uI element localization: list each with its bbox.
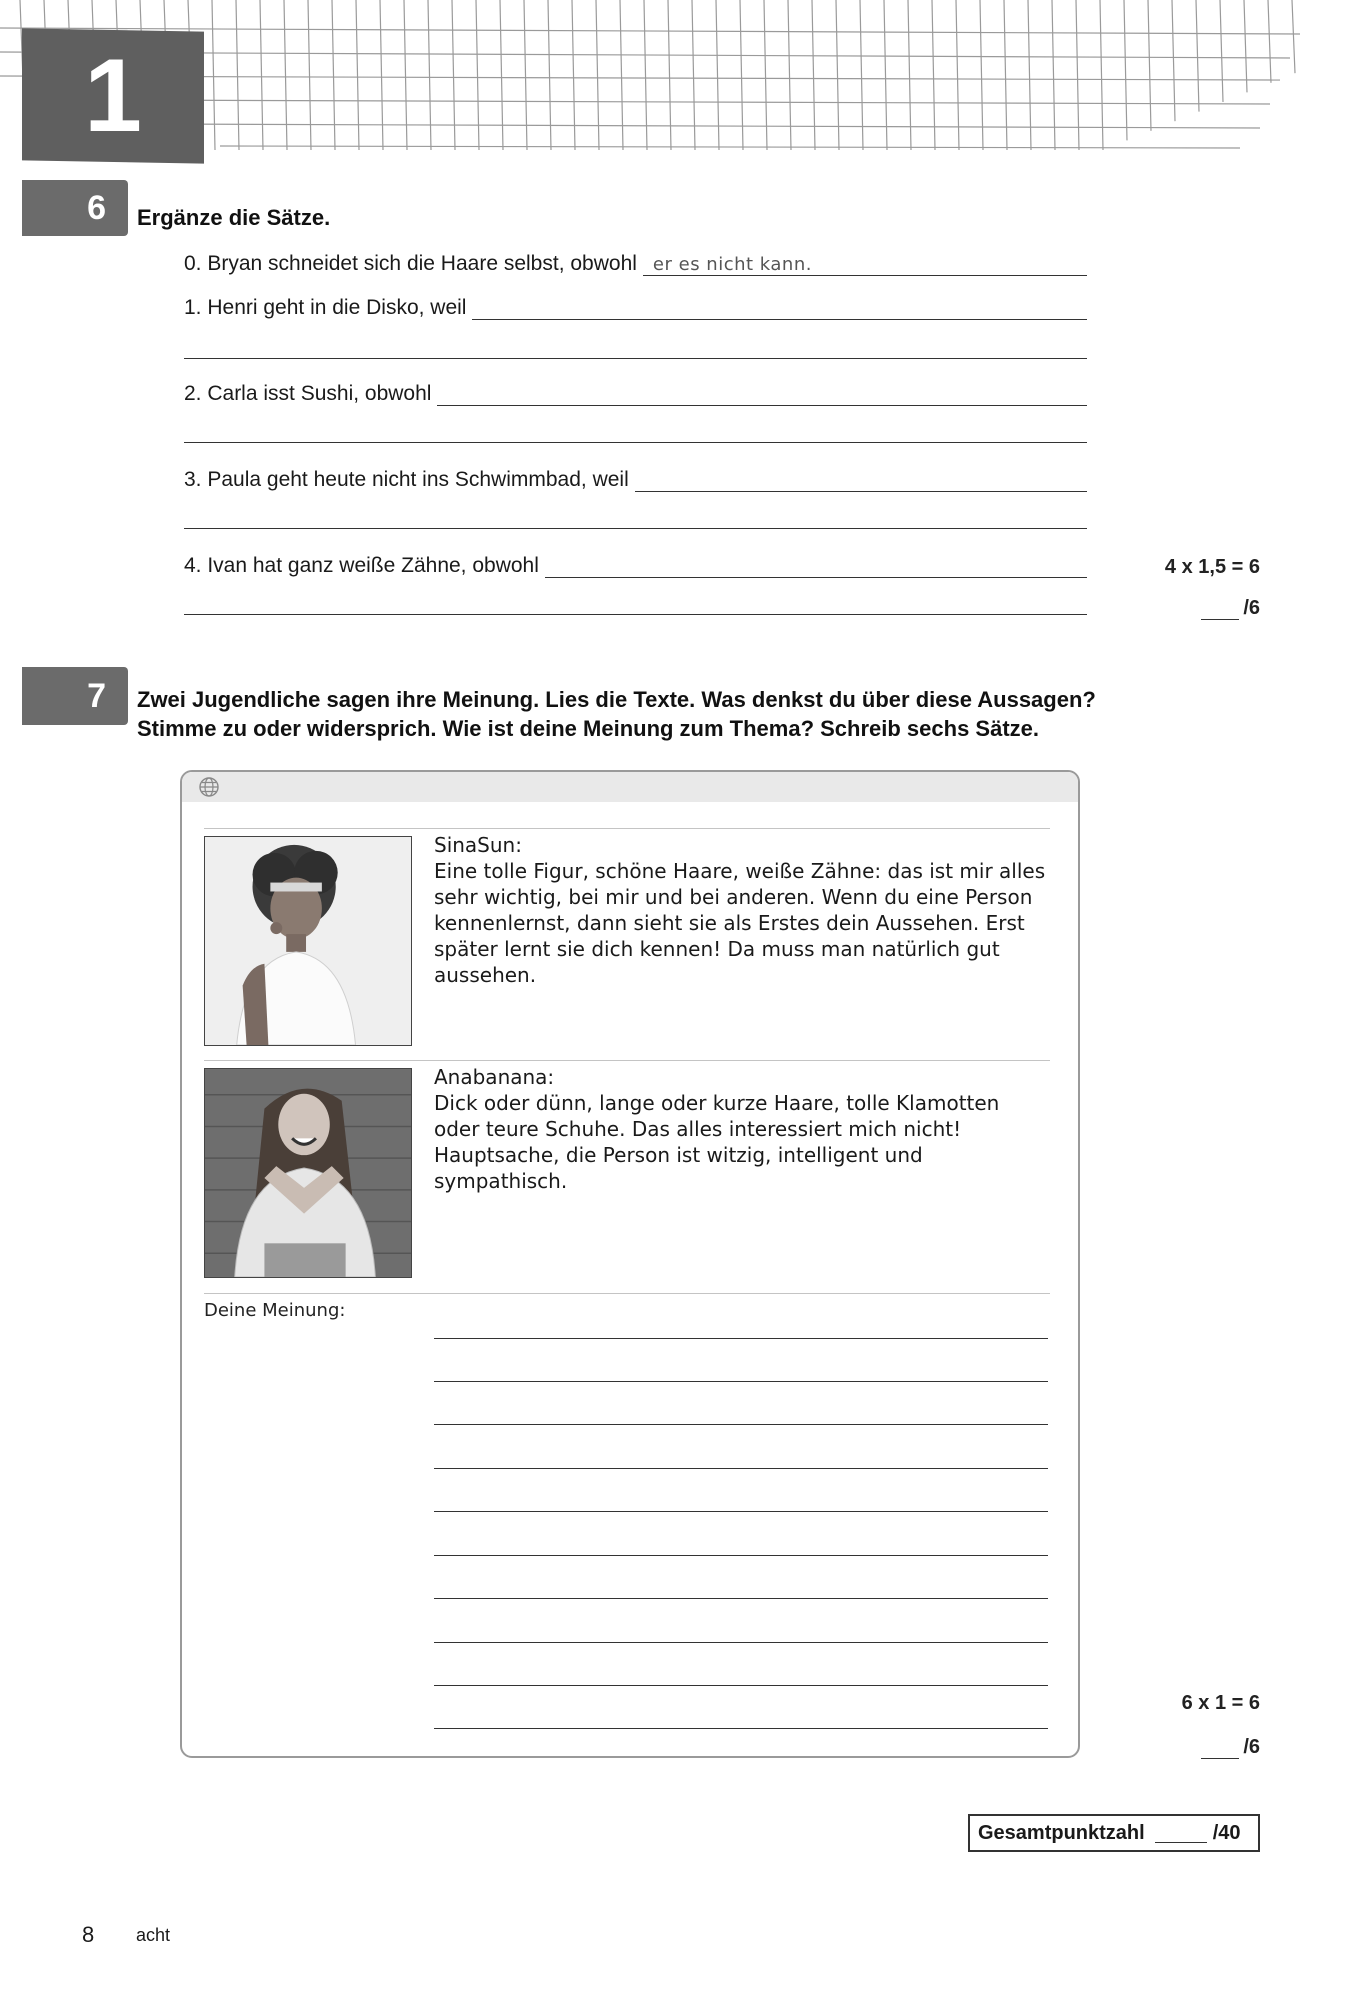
sentence-2-text: 2. Carla isst Sushi, obwohl (184, 382, 432, 405)
task-7-title-line-1: Zwei Jugendliche sagen ihre Meinung. Lies die Texte. Was denkst du über diese Aussagen? (137, 687, 1096, 712)
task-7-score-total: /6 (1243, 1736, 1260, 1758)
sentence-2-answer-line[interactable] (184, 442, 1087, 443)
total-score-label: Gesamtpunktzahl (978, 1821, 1145, 1844)
sinasun-username: SinaSun: (434, 833, 522, 857)
header-grid-decoration (0, 0, 1369, 150)
sentence-4-text: 4. Ivan hat ganz weiße Zähne, obwohl (184, 554, 539, 577)
sinasun-text: Eine tolle Figur, schöne Haare, weiße Zähne: das ist mir alles sehr wichtig, bei mir und bei anderen. Wenn du eine Person kennenlernst, dann sieht sie als Erstes dein Aussehen. Erst später lernt sie dich kennen! Da muss man natürlich gut aussehen. (434, 859, 1046, 987)
opinion-line-9[interactable] (434, 1685, 1048, 1686)
sentence-0-text: 0. Bryan schneidet sich die Haare selbst, obwohl (184, 252, 637, 275)
sentence-2-blank[interactable] (437, 381, 1087, 406)
sinasun-post (434, 832, 1048, 988)
chapter-number: 1 (84, 37, 142, 154)
globe-icon (198, 776, 220, 798)
task-7-score-formula: 6 x 1 = 6 (1181, 1692, 1260, 1714)
anabanana-photo (204, 1068, 412, 1278)
opinion-line-8[interactable] (434, 1642, 1048, 1643)
opinion-line-10[interactable] (434, 1728, 1048, 1729)
opinion-line-5[interactable] (434, 1511, 1048, 1512)
task-6-badge: 6 (22, 180, 128, 236)
forum-panel-header (182, 772, 1078, 802)
sentence-2 (184, 376, 1087, 406)
sentence-1 (184, 290, 1087, 320)
opinion-line-7[interactable] (434, 1598, 1048, 1599)
anabanana-post (434, 1064, 1048, 1194)
task-7-badge: 7 (22, 667, 128, 725)
page-number: 8 (82, 1922, 95, 1947)
task-7-score (1120, 1736, 1260, 1759)
sentence-3-answer-line[interactable] (184, 528, 1087, 529)
sinasun-photo (204, 836, 412, 1046)
sentence-0 (184, 246, 1087, 276)
sentence-1-blank[interactable] (472, 295, 1087, 320)
task-6-score-total: /6 (1243, 597, 1260, 619)
task-7-title-line-2: Stimme zu oder widersprich. Wie ist deine Meinung zum Thema? Schreib sechs Sätze. (137, 716, 1040, 741)
sentence-1-answer-line[interactable] (184, 358, 1087, 359)
opinion-label: Deine Meinung: (204, 1300, 346, 1321)
task-6-title: Ergänze die Sätze. (137, 205, 331, 230)
opinion-line-6[interactable] (434, 1555, 1048, 1556)
post-divider-3 (204, 1293, 1050, 1294)
task-6-score (1120, 597, 1260, 620)
anabanana-text: Dick oder dünn, lange oder kurze Haare, tolle Klamotten oder teure Schuhe. Das alles interessiert mich nicht! Hauptsache, die Person ist witzig, intelligent und sympathisch. (434, 1091, 1000, 1193)
post-divider-1 (204, 828, 1050, 829)
page-number-word: acht (136, 1925, 171, 1945)
sentence-1-text: 1. Henri geht in die Disko, weil (184, 296, 467, 319)
task-7-score-blank[interactable] (1201, 1758, 1239, 1759)
sentence-0-example-answer: er es nicht kann. (652, 254, 812, 275)
opinion-line-4[interactable] (434, 1468, 1048, 1469)
sentence-4-blank[interactable] (545, 553, 1087, 578)
total-score-box (968, 1814, 1260, 1852)
sentence-3-text: 3. Paula geht heute nicht ins Schwimmbad, weil (184, 468, 629, 491)
sentence-3 (184, 462, 1087, 492)
sentence-4 (184, 548, 1087, 578)
opinion-line-3[interactable] (434, 1424, 1048, 1425)
total-score-max: /40 (1212, 1821, 1241, 1844)
opinion-line-2[interactable] (434, 1381, 1048, 1382)
anabanana-username: Anabanana: (434, 1065, 555, 1089)
sentence-4-answer-line[interactable] (184, 614, 1087, 615)
task-6-score-blank[interactable] (1201, 619, 1239, 620)
sentence-0-blank[interactable] (643, 251, 1087, 276)
post-divider-2 (204, 1060, 1050, 1061)
task-6-score-formula: 4 x 1,5 = 6 (1164, 556, 1260, 578)
sentence-3-blank[interactable] (635, 467, 1087, 492)
opinion-line-1[interactable] (434, 1338, 1048, 1339)
total-score-blank[interactable] (1155, 1824, 1207, 1843)
